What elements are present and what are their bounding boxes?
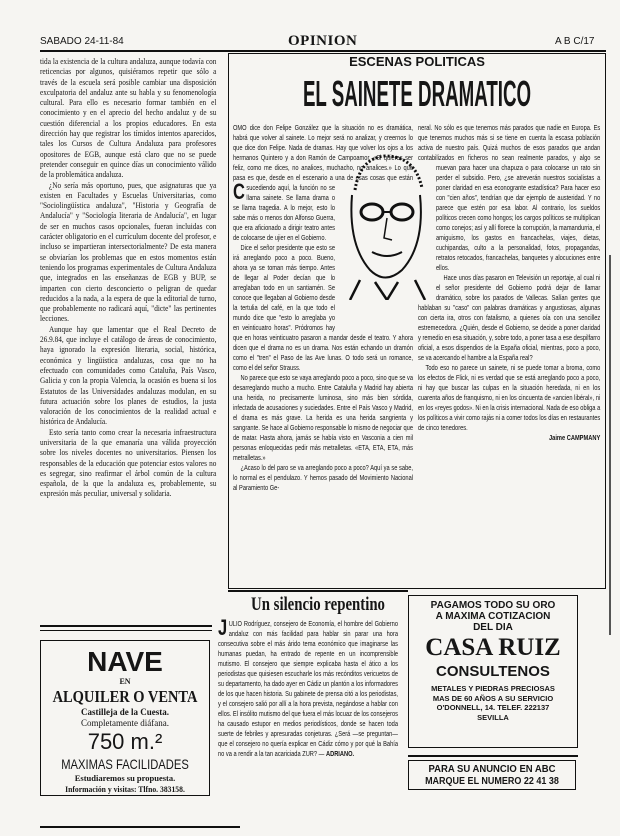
article-column-2	[418, 123, 600, 443]
kicker	[228, 54, 606, 69]
ad-text: O'DONNELL, 14. TELEF. 222137	[436, 703, 550, 712]
ad-area: 750 m.²	[87, 729, 163, 754]
ad-title: CASA RUIZ	[425, 634, 561, 661]
ad-text: Estudiaremos su propuesta.	[74, 773, 176, 783]
margin-line	[609, 255, 611, 635]
section-title: OPINION	[288, 33, 358, 49]
page-date: SABADO 24-11-84	[40, 36, 124, 47]
ad-casa-ruiz	[408, 595, 578, 748]
ad-text: PARA SU ANUNCIO EN ABC	[428, 764, 556, 775]
ad-text: MAS DE 60 AÑOS A SU SERVICIO	[432, 693, 554, 703]
ad-text: MAXIMAS FACILIDADES	[61, 756, 189, 772]
ad-text: EN	[119, 677, 131, 686]
ad-text: Información y visitas: Tlfno. 383158.	[65, 784, 185, 794]
header-rule	[40, 50, 606, 52]
paragraph: No parece que esto se vaya arreglando poco a poco, sino que se va desarreglando mucho a mucho. Entre Cataluña y Madrid hay abierta una herida, no precisamente luminosa, sino más bien sórdida, infectada de acusaciones y suciedades. Entre el País Vasco y Madrid, el drama es más grave. La herida es una herida sangrienta y sangrante. Se hace al Gobierno responsable lo mismo de negociar que de matar. Hasta ahora, jamás se había visto en Vasconia a cien mil personas enloquecidas pedir más metralletas. «ETA, ETA, ETA, más metralletas.»	[233, 373, 413, 462]
ad-text: Completamente diáfana.	[81, 718, 169, 728]
drop-cap: C	[233, 179, 245, 204]
kicker-text: ESCENAS POLITICAS	[344, 54, 490, 69]
ad-text: PAGAMOS TODO SU ORO	[430, 600, 556, 611]
ad-abc	[408, 760, 576, 790]
divider	[228, 590, 408, 592]
bottom-rule	[40, 826, 240, 828]
short-article-headline: Un silencio repentino	[251, 594, 385, 615]
ad-subtitle: ALQUILER O VENTA	[52, 687, 198, 706]
divider	[40, 625, 212, 627]
ad-text: MARQUE EL NUMERO 22 41 38	[425, 776, 559, 787]
ad-text: A MAXIMA COTIZACION	[435, 611, 551, 622]
ad-text: SEVILLA	[477, 712, 509, 722]
ad-text: DEL DIA	[473, 622, 513, 633]
divider	[40, 630, 212, 631]
author-signature: Jaime CAMPMANY	[548, 433, 601, 442]
paragraph: OMO dice don Felipe González que la situación no es dramática, habrá que volver al sainete. Lo mejor será no analizar, y creernos lo que dice don Felipe. Nada de dramas. Hay que volver los ojos a los hermanos Quintero y a don Ramón de Campoamor. «Si quieres ser feliz, como me dices, no analices, muchacho, no analices.» Lo que pasa es que, desde en el escenario a una de esas cosas que están sucediendo aquí, la función no se llama sainete. Se llama drama o se llama tragedia. A lo mejor, esto lo sabe más o menos don Alfonso Guerra, que era aficionado a dirigir teatro antes de colocarse de ujier en el Gobierno.	[233, 123, 413, 242]
author-signature: ADRIANO.	[325, 749, 355, 758]
caricature-portrait	[330, 150, 435, 300]
left-article	[40, 57, 216, 500]
paragraph: ULIO Rodríguez, consejero de Economía, el hombre del Gobierno andaluz con más facilidad para hablar sin parar una hora consecutiva sobre el más árido tema económico que imaginarse las humanas puedan, ha entrado de repente en un incomprensible mutismo. El consejero que siempre explicaba hasta el ático a los periodistas que quisiesen escucharle los más recónditos vericuetos de su departamento, ha dado ayer en Cádiz un plantón a los informadores de los que hacen historia. Su gabinete de prensa citó a los periodistas, y el consejero salió por allí a la hora prevista, negándose a hablar con ellos. El insólito mutismo del que fuera el más locuaz de los consejeros ha causado estupor en medios periodísticos, donde se hacen toda suerte de febriles y apresuradas conjeturas. ¿Será —se preguntan— que el consejero no quería explicar en Cádiz cómo y por qué la Bahía no va a rendir a la tan acariciada ZUR? —	[218, 619, 398, 758]
paragraph: Todo eso no parece un sainete, ni se puede tomar a broma, como los efectos de Flick, ni es verdad que se está arreglando poco a poco, ni hay que buscar las culpas en la situación heredada, ni en los cuarenta años de franquismo, ni en los cincuenta de «ancien libéral», ni en los «reyes godos». Ni en la crisis internacional. Nada de eso obliga a los políticos a vivir como rajás ni a comer todos los días en restaurantes de cinco tenedores.	[418, 363, 601, 432]
paragraph: tida la existencia de la cultura andaluza, aunque todavía con reticencias por algunos, quisiéramos repetir que sólo a través de la escuela será posible cambiar una disposición exculpatoria del andaluz ante su habla y su fenomenología cultural. Para ello es necesario formar también en el conocimiento y en el aprecio del hecho andaluz y de su cuestión diferencial a los propios educadores. En esta dirección hay que registrar los tímidos intentos aparecidos, tales los Cursos de Cultura Andaluza para profesores opositores de EGB, aunque está claro que no se puede pretender conseguir en quince días un conocimiento válido de la problemática andaluza.	[40, 57, 217, 180]
paragraph: Aunque hay que lamentar que el Real Decreto de 26.9.84, que incluye el catálogo de áreas de conocimiento, haya ignorado la expresión literaria, social, histórica, económica y lingüística andaluzas, cosa que no ha efectuado con comunidades como Cataluña, País Vasco, Galicia y con la propia Valencia, la ocasión es buena si los Estatutos de las Universidades andaluzas modulan, en su futura actuación sobre los planes de estudios, la justa valoración de los conocimientos de la realidad actual e histórica de Andalucía.	[40, 324, 217, 427]
ad-subtitle: CONSULTENOS	[436, 663, 550, 680]
paragraph: neral. No sólo es que tenemos más parados que nadie en Europa. Es que tenemos muchos más si se tiene en cuenta la escasa población activa de nuestro país. Quizá muchos de esos parados que andan contabilizados en ficheros no sean realmente parados, y algo se muevan para hacer una chapuza o para colocarse un rato sin perder el subsidio. Pero, ¿se atreverán nuestros socialistas a poner claridad en esa econogrante estadística? Para hacer eso con "cien años", tendrían que dar ejemplo de austeridad. Y no parece que estén por esa labor. Al contrario, los sueldos políticos crecen como hongos; los cargos políticos se multiplican como conejos; así y allí florece la corrupción, la mamandurria, el amiguismo, los gastos en francachelas, viajes, dietas, cuchipandas, culto a la personalidad, fotos, propagandas, retratos retocados, francachelas, banquetes y alocuciones entre ellos.	[418, 123, 601, 272]
ad-text: Castilleja de la Cuesta.	[81, 707, 169, 717]
short-article-body	[218, 615, 398, 759]
paragraph: ¿Acaso lo del paro se va arreglando poco a poco? Aquí ya se sabe, lo normal es el pendulazo. Y hemos pasado del Movimiento Nacional al Paramiento Ge-	[233, 463, 413, 492]
paragraph: Hace unos días pasaron en Televisión un reportaje, al cual ni el señor presidente del Gobierno podrá dejar de llamar dramático, sobre los parados de Vallecas. Salían gentes que hablaban su "caso" con palabras dramáticas y angustiosas, algunas con cierta ira, otros con fatalismo, a quienes oía con una sencillez estremecedora. ¿Quién, desde el Gobierno, se decide a poner claridad y remedio en esa situación, y, sobre todo, a poner tasa a ese despilfarro oficial, a esos dispendios de la España oficial, mientras, poco a poco, se va acercando el hambre a la España real?	[418, 273, 601, 362]
ad-title: NAVE	[87, 646, 163, 677]
ad-text: METALES Y PIEDRAS PRECIOSAS	[431, 684, 555, 693]
paragraph: Dice el señor presidente que esto se irá arreglando poco a poco. Bueno, ahora ya se toman más tiempo. Antes de llegar al Poder decían que lo arreglaban todo en un santiamén. Se conoce que llegaban al Gobierno desde la tertulia del café, en la que todo el mundo dice que "esto lo arreglaba yo en veinticuatro horas". Pródromos hay que en horas veinticuatro pasaron a mandar desde el teatro. Y ahora dicen que el drama no es un drama. Nos están echando un dramón como el "tren" el Paso de las Ave lunas. O todo será un romance, como el del señor Strauss.	[233, 243, 413, 372]
paragraph: ¿No sería más oportuno, pues, que asignaturas que ya existen en Facultades y Escuelas Universitarias, como "Sociolingüística andaluza", "Historia y Geografía de Andalucía" y "Sociología literaria de Andalucía", en lugar de ser en muchos casos opcionales, fueran incluidas con carácter obligatorio en el currículum docente del profesor, e incluso se impartieran intersectorialmente? De esta manera se obviarían los problemas que en estos momentos están teniendo los programas experimentales de Cultura Andaluza que, integrados en las enseñanzas de EGB y BUP, se imparten con cierto desconcierto o peligran de quedar reducidos a la nada, a la espera de que la editorial de turno, que probablemente no radicará aquí, "dicte" las pertinentes lecciones.	[40, 180, 217, 324]
ad-nave	[40, 640, 210, 796]
divider	[408, 755, 578, 757]
drop-cap: J	[218, 615, 228, 640]
page-number: A B C/17	[555, 36, 595, 47]
paragraph: Esto sería tanto como crear la necesaria infraestructura universitaria de la que emanaría una válida proyección sobre los niveles docentes no universitarios. Piensen los responsables de la educación que potenciar estos valores no es segregar, sino reafirmar el árbol común de la cultura española, de la que la andaluza es, probablemente, su expresión más peculiar, universal y solidaria.	[40, 427, 217, 499]
headline: EL SAINETE DRAMATICO	[302, 73, 532, 114]
